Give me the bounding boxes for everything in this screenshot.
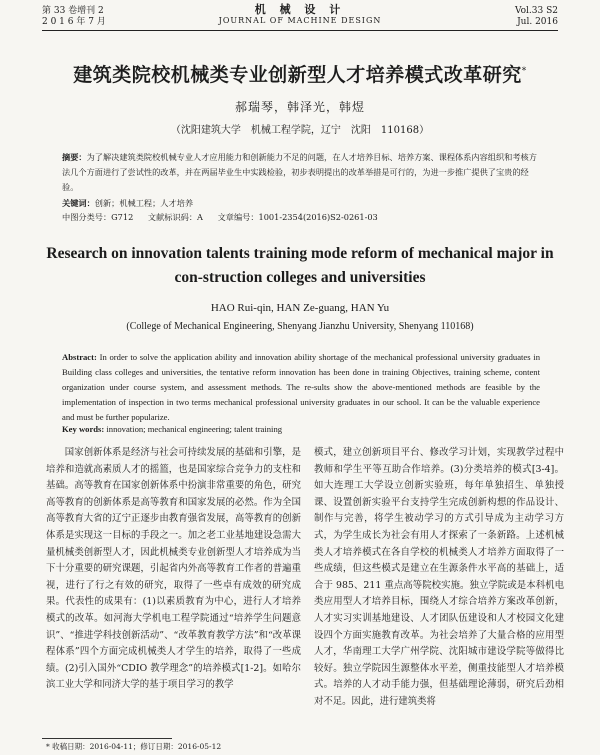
header-journal [150,4,450,26]
abstract-cn [62,150,542,195]
classification-line [62,212,542,223]
header-journal-en: JOURNAL OF MACHINE DESIGN [218,16,382,25]
keywords-cn [62,198,542,209]
authors-en: HAO Rui-qin, HAN Ze-guang, HAN Yu [210,302,390,314]
title-en: Research on innovation talents training mode reform of mechanical major in con-struction colleges and universities [46,245,554,286]
title-cn [40,60,560,87]
keywords-en-label: Key words: [62,424,105,434]
keywords-cn-label: 关键词： [62,198,95,208]
body-paragraph: 国家创新体系是经济与社会可持续发展的基础和引擎，是培养和造就高素质人才的摇篮，也是国家综合竞争力的支柱和基础。高等教育在国家创新体系中扮演非常重要的角色，研究高等教育的创新体系是高等教育和国家发展的必然。作为全国高等教育大省的辽宁正逐步由教育强省发展，高等教育的创新体系是实现这一目标的手段之一。加之老工业基地建设急需大量机械类创新型人才，因此机械类专业创新型人才培养成为当下十分重要的研究课题，引起省内外高等教育工作者的普遍重视，进行了行之有效的研究，取得了一些卓有成效的研究成果。代表性的成果有：(1)以素质教育为中心，进行人才培养模式的改革。如河海大学机电工程学院通过“培养学生问题意识”、“推进学科技创新活动”、“改革教育教学方法”和“改革课程体系”四个方面完成机械类人才学生的培养，取得了一些成绩。(2)引入国外“CDIO 教学理念”的培养模式[1-2]。如哈尔滨工业大学和同济大学的基于项目学习的教学 [46,447,301,691]
abstract-en-text: In order to solve the application ability and innovation ability shortage of the mechanical professional university graduates in Building class colleges and universities, the tentative reform innovation has been done in training Objectives, training scheme, content organization under course system, and assessment methods. The re-sults show the above-mentioned methods are feasible by the implementation of inspection in two terms mechanical professional university graduates in our school. It can be the valuable experience and must be further popularize. [62,352,540,422]
header-divider [42,30,558,31]
article-number: 文章编号：1001-2354(2016)S2-0261-03 [217,212,378,222]
header-date-cn: 2 0 1 6 年 7 月 [42,17,106,27]
header-volume-en: Vol.33 S2 [514,6,558,16]
abstract-en [62,350,540,425]
header-journal-cn: 机 械 设 计 [254,3,346,16]
affiliation-cn: （沈阳建筑大学 机械工程学院，辽宁 沈阳 110168） [170,125,430,136]
title-cn-footnote-mark: * [521,66,527,77]
body-paragraph-continued: 模式，建立创新项目平台、修改学习计划，实现教学过程中教师和学生平等互助合作培养。(3)分类培养的模式[3-4]。如大连理工大学设立创新实验班，每年单独招生、单独授课、设置创新实验平台支持学生完成创新构想的作品设计、制作与完善，将学生被动学习的方式引导成为主动学习方式，为学生成长为社会有用人才探索了一条新路。上述机械类人才培养模式在各自学校的机械类人才培养方面取得了一些成绩，但这些模式是建立在生源条件水平高的基础上，适合于 985、211 重点高等院校实施。独立学院或是本科机电类应用型人才培养目标，围绕人才综合培养方案改革创新，人才实习实训基地建设、人才团队伍建设和人才校园文化建设四个方面实施教育改革。为社会培养了大量合格的应用型人才，华南理工大学广州学院、沈阳城市建设学院等做得比较好。独立学院因生源整体水平差，侧重技能型人才培养模式。培养的人才动手能力强，但基础理论薄弱，研究后劲相对不足。因此，进行建筑类将 [314,447,564,707]
footnote-received-date: * 收稿日期：2016-04-11；修订日期：2016-05-12 [46,742,222,751]
abstract-cn-text: 为了解决建筑类院校机械专业人才应用能力和创新能力不足的问题，在人才培养目标、培养方案、课程体系内容组织和考核方法几个方面进行了尝试性的改革，并在两届毕业生中实践检验，初步表明提出的改革举措是可行的，为进一步推广提供了宝贵的经验。 [62,152,537,192]
body-column-right [314,445,564,711]
document-code: 文献标识码：A [147,212,203,222]
keywords-cn-text: 创新；机械工程；人才培养 [94,198,194,208]
authors-cn: 郝瑞琴，韩泽光，韩煜 [234,100,365,114]
clc-number: 中图分类号：G712 [62,212,134,222]
abstract-cn-label: 摘要： [62,152,87,162]
abstract-en-label: Abstract: [62,352,97,362]
header-volume-cn: 第 33 卷增刊 2 [42,6,104,16]
title-cn-text: 建筑类院校机械类专业创新型人才培养模式改革研究 [73,64,522,86]
body-column-left [46,445,301,694]
header-date-en: Jul. 2016 [517,17,558,27]
affiliation-en: (College of Mechanical Engineering, Shenyang Jianzhu University, Shenyang 110168) [126,321,474,332]
header-volume-en-info [515,6,558,28]
keywords-en-text: innovation; mechanical engineering; talent training [104,424,283,434]
footnote-divider [42,738,172,739]
header-volume-info [42,6,106,28]
keywords-en [62,424,540,434]
